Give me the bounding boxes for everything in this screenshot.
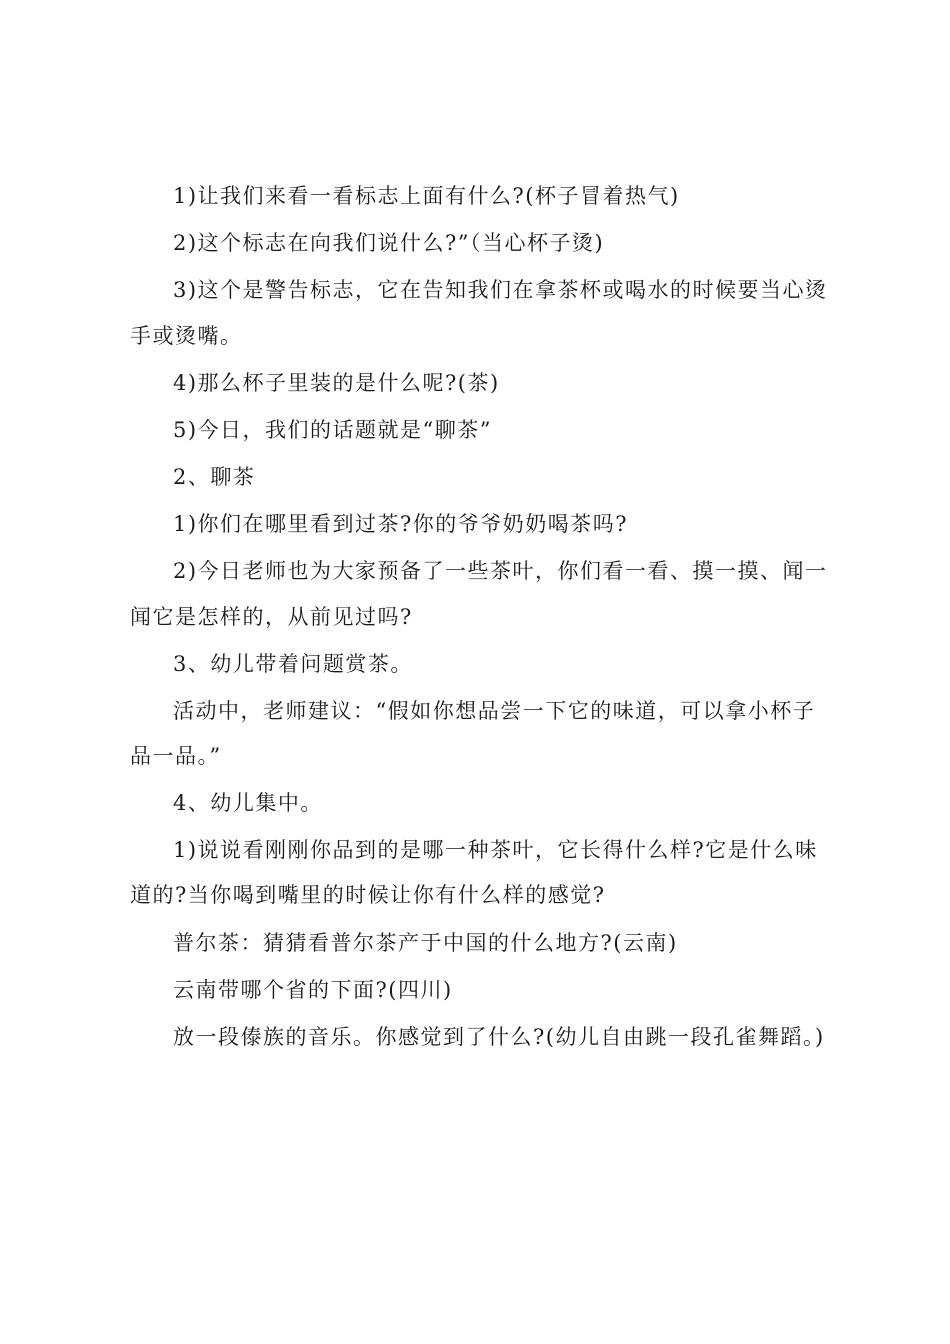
paragraph: 2)今日老师也为大家预备了一些茶叶，你们看一看、摸一摸、闻一闻它是怎样的，从前见过吗? [130,559,828,629]
paragraph: 3)这个是警告标志，它在告知我们在拿茶杯或喝水的时候要当心烫手或烫嘴。 [130,278,828,348]
paragraph: 放一段傣族的音乐。你感觉到了什么?(幼儿自由跳一段孔雀舞蹈。) [173,1025,825,1049]
section-heading: 4、幼儿集中。 [173,791,323,816]
section-heading: 3、幼儿带着问题赏茶。 [173,651,413,676]
paragraph: 普尔茶：猜猜看普尔茶产于中国的什么地方?(云南) [173,930,678,955]
paragraph: 云南带哪个省的下面?(四川) [173,977,453,1002]
section-heading: 2、聊茶 [173,465,256,490]
paragraph: 1)让我们来看一看标志上面有什么?(杯子冒着热气) [173,184,680,208]
paragraph: 1)说说看刚刚你品到的是哪一种茶叶，它长得什么样?它是什么味道的?当你喝到嘴里的时候让你有什么样的感觉? [130,838,818,908]
paragraph: 活动中，老师建议：“假如你想品尝一下它的味道，可以拿小杯子品一品。” [130,698,816,769]
paragraph: 5)今日，我们的话题就是“聊茶” [173,417,493,442]
paragraph: 2)这个标志在向我们说什么?”（当心杯子烫) [173,231,605,256]
paragraph: 4)那么杯子里装的是什么呢?(茶) [173,370,500,395]
document-body [130,184,834,1072]
paragraph: 1)你们在哪里看到过茶?你的爷爷奶奶喝茶吗? [173,512,629,537]
